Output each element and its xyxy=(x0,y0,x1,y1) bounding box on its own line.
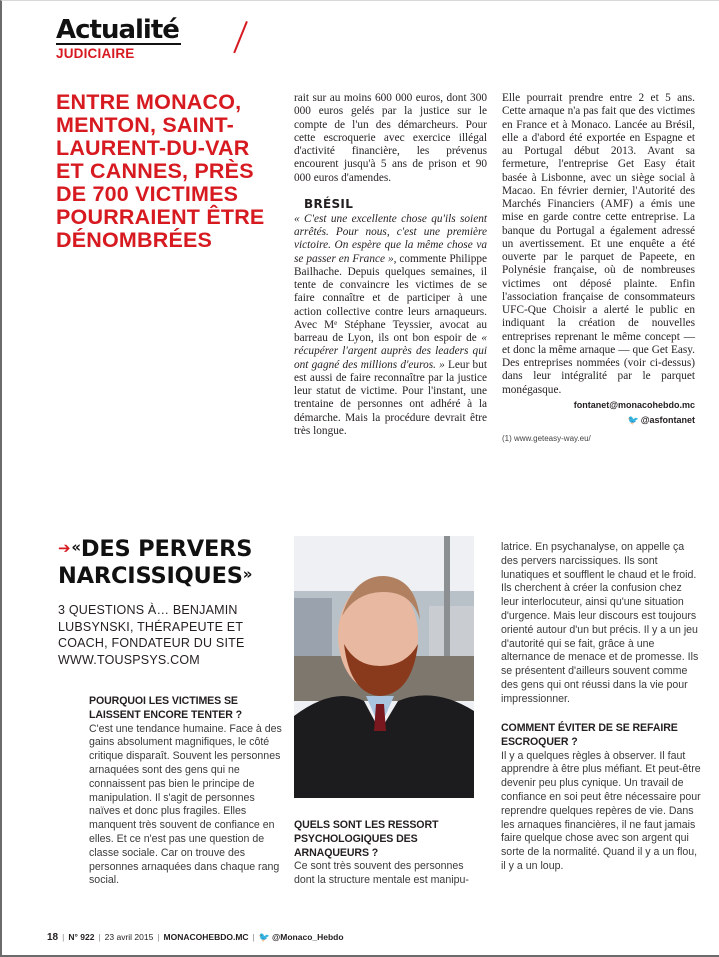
paragraph xyxy=(294,213,487,438)
answer: Il y a quelques règles à observer. Il faut apprendre à être plus méfiant. Et peut-être devenir peu plus cynique. Un travail de confiance en soi peut être nécessaire pour reprendre quelques repères de vie. Dans les arnaques financières, il ne faut jamais faire quelque chose avec son argent qui sorte de la normalité. Quand il y a un flou, il y a un loup. xyxy=(501,749,701,872)
twitter-handle: @asfontanet xyxy=(640,414,695,425)
qa-block-2-continued xyxy=(501,541,701,707)
close-quote: » xyxy=(242,565,253,583)
footer-twitter-handle[interactable]: @Monaco_Hebdo xyxy=(271,932,344,942)
quote: « C'est une excellente chose qu'ils soient arrêtés. Pour nous, c'est une première victoire. On espère que la même chose va se passer en France », xyxy=(294,212,487,265)
arrow-right-icon: ➔ xyxy=(58,539,71,557)
qa-block-2 xyxy=(294,819,484,888)
issue-number: N° 922 xyxy=(68,932,95,942)
rubric-slash-decoration xyxy=(233,21,248,53)
portrait-photo xyxy=(294,536,474,798)
rubric-subtitle: JUDICIAIRE xyxy=(56,46,135,61)
author-twitter[interactable] xyxy=(502,414,695,427)
paragraph: rait sur au moins 600 000 euros, dont 300 000 euros gelés par la justice sur le compte de l'un des démarcheurs. Pour cette escroquerie avec exercice illégal d'activité financière, les prévenus encourent jusqu'à 5 ans de prison et 90 000 euros d'amendes. xyxy=(294,92,487,184)
separator: | xyxy=(62,932,65,942)
question: QUELS SONT LES RESSORT PSYCHOLOGIQUES DES ARNAQUEURS ? xyxy=(294,819,439,859)
separator: | xyxy=(157,932,160,942)
portrait-illustration xyxy=(294,536,474,798)
section-rubric xyxy=(56,17,181,62)
open-quote: « xyxy=(71,538,81,556)
article-column-2 xyxy=(294,92,487,438)
author-email[interactable]: fontanet@monacohebdo.mc xyxy=(573,399,695,410)
separator: | xyxy=(98,932,101,942)
page-number: 18 xyxy=(47,932,59,943)
answer-continued: latrice. En psychanalyse, on appelle ça des pervers narcissiques. Ils sont lunatiques et soufflent le chaud et le froid. Ils cherchent à créer la confusion chez leur interlocuteur, ainsi qu'une situation d'urgence. Mais leur discours est toujours orienté autour d'un but précis. Il y a un jeu d'autorité qui se fait, grâce à une alternance de menace et de promesse. Ils se présentent d'ailleurs souvent comme des gens qui ont réussi dans la vie pour impressionner. xyxy=(501,541,699,705)
interview-title-text: DES PERVERS NARCISSIQUES xyxy=(58,536,253,589)
question: COMMENT ÉVITER DE SE REFAIRE ESCROQUER ? xyxy=(501,722,678,748)
paragraph: Elle pourrait prendre entre 2 et 5 ans. Cette arnaque n'a pas fait que des victimes en France et à Monaco. Lancée au Brésil, elle a d'abord été exportée en Espagne et au Portugal début 2013. Avant sa fermeture, l'entreprise Get Easy était basée à Lisbonne, avec un siège social à Macao. En février dernier, l'Autorité des Marchés Financiers (AMF) a émis une mise en garde contre cette entreprise. La banque du Portugal a également adressé un avertissement. Et une enquête a été ouverte par le parquet de Papeete, en Polynésie française, où de nombreuses victimes ont déposé plainte. Enfin l'association française de consommateurs UFC-Que Choisir a alerté le public en indiquant la création de nouvelles entreprises reprenant le même concept — et donc la même arnaque — que Get Easy. Des entreprises nommées (voir ci-dessus) dans leur intégralité par le parquet monégasque. xyxy=(502,92,695,396)
twitter-icon: 🐦 xyxy=(627,414,639,425)
answer: C'est une tendance humaine. Face à des gains absolument magnifiques, le côté critique disparaît. Souvent les personnes arnaquées sont des gens qui ne connaissent pas bien le principe de manipulation. Il s'agit de personnes naïves et donc plus fragiles. Elles manquent très souvent de confiance en elles. Et ce n'est pas une question de classe sociale. Car on trouve des personnes arnaquées dans chaque rang social. xyxy=(89,722,282,887)
subheading-bresil: BRÉSIL xyxy=(304,196,354,211)
site-link[interactable]: MONACOHEBDO.MC xyxy=(163,932,249,942)
qa-block-1 xyxy=(89,695,284,888)
rubric-title: Actualité xyxy=(56,15,179,45)
question: POURQUOI LES VICTIMES SE LAISSENT ENCORE TENTER ? xyxy=(89,695,242,721)
issue-date: 23 avril 2015 xyxy=(104,932,154,942)
qa-block-3 xyxy=(501,722,701,874)
text: commente Philippe Bailhache. Depuis quelques semaines, il tente de convaincre les victimes de se faire connaître et de participer à une action collective contre leurs arnaqueurs. Avec Mᵉ Stéphane Teyssier, avocat au barreau de Lyon, ils ont bon espoir de xyxy=(294,252,488,344)
answer: Ce sont très souvent des personnes dont la structure mentale est manipu- xyxy=(294,860,469,887)
article-column-3 xyxy=(502,92,695,444)
twitter-icon: 🐦 xyxy=(258,932,270,942)
article-headline: ENTRE MONACO, MENTON, SAINT-LAURENT-DU-VAR ET CANNES, PRÈS DE 700 VICTIMES POURRAIENT ÊTRE DÉNOMBRÉES xyxy=(56,90,265,252)
page-footer xyxy=(47,931,344,944)
footnote[interactable]: (1) www.geteasy-way.eu/ xyxy=(502,433,591,443)
separator: | xyxy=(252,932,255,942)
text: Leur but est aussi de faire reconnaître par la justice leur statut de victime. Pour l'instant, une trentaine de personnes ont adhéré à la démarche. Mais la procédure devrait être très longue. xyxy=(294,358,487,437)
interview-title xyxy=(58,535,288,589)
interview-intro: 3 QUESTIONS À… BENJAMIN LUBSYNSKI, THÉRAPEUTE ET COACH, FONDATEUR DU SITE WWW.TOUSPSYS.COM xyxy=(58,603,245,667)
quote: « récupérer l'argent auprès des leaders qui ont gagné des millions d'euros. » xyxy=(294,332,487,371)
